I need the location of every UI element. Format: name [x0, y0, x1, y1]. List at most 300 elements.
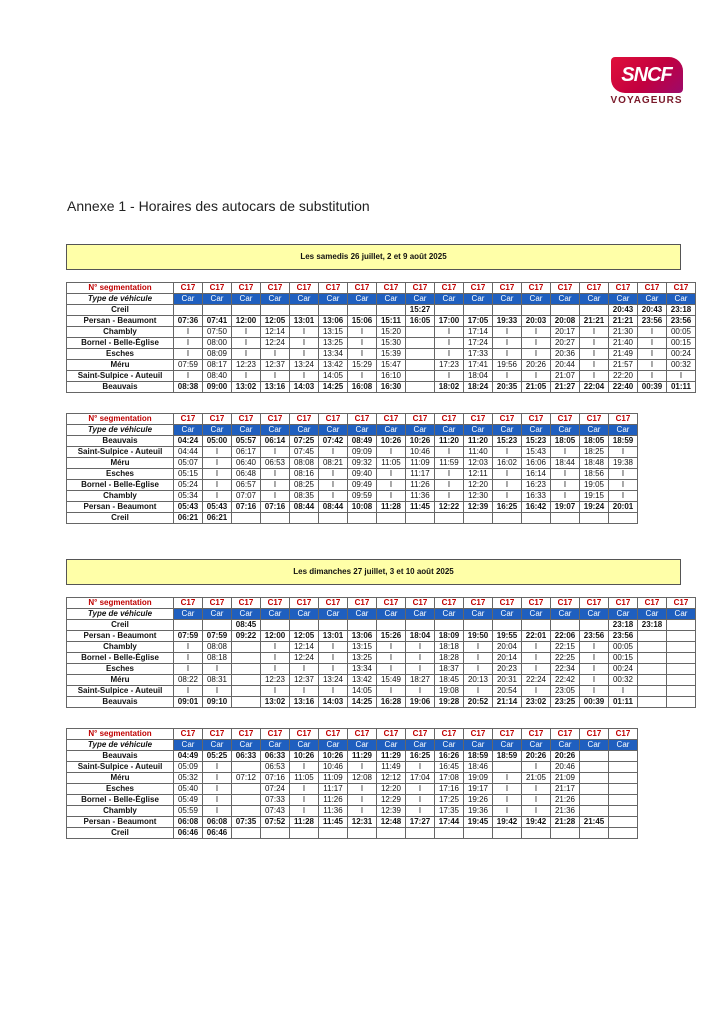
station-name: Esches — [67, 349, 174, 360]
time-cell: I — [580, 349, 609, 360]
time-cell: 01:11 — [667, 382, 696, 393]
time-cell: 16:28 — [377, 697, 406, 708]
vehicle-type-cell: Car — [232, 294, 261, 305]
time-cell: 15:27 — [406, 305, 435, 316]
time-cell: I — [290, 784, 319, 795]
time-cell: 21:57 — [609, 360, 638, 371]
time-cell — [203, 305, 232, 316]
time-cell: 11:40 — [464, 447, 493, 458]
vehicle-type-cell: Car — [348, 740, 377, 751]
time-cell: 21:17 — [551, 784, 580, 795]
time-cell: 17:44 — [435, 817, 464, 828]
time-cell: 09:00 — [203, 382, 232, 393]
time-cell — [580, 620, 609, 631]
time-cell: I — [435, 469, 464, 480]
vehicle-type-cell: Car — [319, 294, 348, 305]
time-cell — [638, 653, 667, 664]
time-cell: 20:43 — [609, 305, 638, 316]
time-cell: 18:04 — [406, 631, 435, 642]
time-cell: 21:05 — [522, 773, 551, 784]
time-cell: 07:50 — [203, 327, 232, 338]
station-name: Bornel - Belle-Église — [67, 480, 174, 491]
time-cell: 00:32 — [609, 675, 638, 686]
vehicle-type-cell: Car — [406, 294, 435, 305]
time-cell: 14:05 — [348, 686, 377, 697]
time-cell: I — [493, 469, 522, 480]
time-cell: I — [493, 784, 522, 795]
time-cell — [580, 784, 609, 795]
time-cell: I — [377, 642, 406, 653]
station-name: Méru — [67, 360, 174, 371]
station-name: Bornel - Belle-Église — [67, 795, 174, 806]
time-cell — [232, 513, 261, 524]
timetable-row — [67, 491, 638, 502]
timetable-row — [67, 502, 638, 513]
time-cell: 18:24 — [464, 382, 493, 393]
segmentation-label: N° segmentation — [67, 283, 174, 294]
time-cell: I — [290, 806, 319, 817]
time-cell: 18:45 — [435, 675, 464, 686]
time-cell: I — [522, 806, 551, 817]
segmentation-cell: C17 — [319, 729, 348, 740]
station-name: Esches — [67, 664, 174, 675]
segmentation-cell: C17 — [464, 414, 493, 425]
time-cell: 16:05 — [406, 316, 435, 327]
vehicle-type-cell: Car — [348, 294, 377, 305]
time-cell: 20:04 — [493, 642, 522, 653]
time-cell — [667, 664, 696, 675]
time-cell: I — [522, 327, 551, 338]
time-cell: I — [261, 642, 290, 653]
time-cell: 08:21 — [319, 458, 348, 469]
time-cell — [319, 828, 348, 839]
time-cell: I — [435, 327, 464, 338]
time-cell: 11:26 — [406, 480, 435, 491]
time-cell: 08:18 — [203, 653, 232, 664]
vehicle-type-cell: Car — [551, 609, 580, 620]
timetable-row — [67, 436, 638, 447]
time-cell: 15:39 — [377, 349, 406, 360]
time-cell: I — [232, 327, 261, 338]
time-cell: 15:43 — [522, 447, 551, 458]
timetable-row — [67, 751, 638, 762]
time-cell: 11:28 — [377, 502, 406, 513]
time-cell: I — [435, 447, 464, 458]
timetable-row — [67, 447, 638, 458]
time-cell: 15:23 — [522, 436, 551, 447]
time-cell — [435, 620, 464, 631]
time-cell: 23:18 — [667, 305, 696, 316]
time-cell: I — [348, 784, 377, 795]
time-cell: 21:21 — [609, 316, 638, 327]
time-cell: 08:40 — [203, 371, 232, 382]
station-name: Beauvais — [67, 436, 174, 447]
time-cell: 11:45 — [406, 502, 435, 513]
time-cell: 20:26 — [551, 751, 580, 762]
time-cell: I — [174, 664, 203, 675]
station-name: Méru — [67, 773, 174, 784]
time-cell: 00:05 — [609, 642, 638, 653]
time-cell: 20:26 — [522, 360, 551, 371]
segmentation-cell: C17 — [493, 598, 522, 609]
station-name: Beauvais — [67, 382, 174, 393]
page-title: Annexe 1 - Horaires des autocars de substitution — [67, 198, 370, 214]
time-cell: I — [580, 360, 609, 371]
time-cell: 23:02 — [522, 697, 551, 708]
timetable-row — [67, 360, 696, 371]
time-cell: 16:10 — [377, 371, 406, 382]
time-cell: I — [174, 371, 203, 382]
section-banner-sunday: Les dimanches 27 juillet, 3 et 10 août 2025 — [66, 559, 681, 585]
time-cell: 06:46 — [174, 828, 203, 839]
time-cell — [377, 305, 406, 316]
time-cell: I — [377, 480, 406, 491]
segmentation-cell: C17 — [638, 598, 667, 609]
time-cell — [319, 305, 348, 316]
time-cell: I — [261, 653, 290, 664]
segmentation-cell: C17 — [232, 598, 261, 609]
time-cell: 05:24 — [174, 480, 203, 491]
time-cell — [580, 806, 609, 817]
time-cell: 16:45 — [435, 762, 464, 773]
station-name: Saint-Sulpice - Auteuil — [67, 762, 174, 773]
time-cell: 14:03 — [290, 382, 319, 393]
station-name: Méru — [67, 458, 174, 469]
time-cell: 12:00 — [261, 631, 290, 642]
time-cell — [609, 795, 638, 806]
time-cell: I — [261, 480, 290, 491]
time-cell: I — [493, 338, 522, 349]
time-cell: 12:39 — [464, 502, 493, 513]
time-cell: I — [348, 795, 377, 806]
time-cell: 06:53 — [261, 458, 290, 469]
time-cell: 05:40 — [174, 784, 203, 795]
time-cell — [232, 653, 261, 664]
time-cell — [580, 751, 609, 762]
time-cell: 23:56 — [609, 631, 638, 642]
time-cell: I — [203, 469, 232, 480]
time-cell: I — [261, 349, 290, 360]
time-cell: I — [580, 675, 609, 686]
vehicle-type-cell: Car — [319, 609, 348, 620]
vehicle-type-row — [67, 609, 696, 620]
time-cell: 06:21 — [203, 513, 232, 524]
time-cell: I — [580, 686, 609, 697]
time-cell: 18:09 — [435, 631, 464, 642]
segmentation-cell: C17 — [667, 283, 696, 294]
time-cell: 06:17 — [232, 447, 261, 458]
time-cell: I — [406, 806, 435, 817]
time-cell: 21:28 — [551, 817, 580, 828]
vehicle-type-cell: Car — [290, 294, 319, 305]
time-cell: I — [203, 762, 232, 773]
time-cell: 17:08 — [435, 773, 464, 784]
time-cell — [435, 828, 464, 839]
vehicle-type-cell: Car — [435, 294, 464, 305]
time-cell: I — [203, 458, 232, 469]
timetable-row — [67, 653, 696, 664]
segmentation-cell: C17 — [319, 283, 348, 294]
vehicle-type-cell: Car — [174, 740, 203, 751]
timetable-row — [67, 675, 696, 686]
station-name: Saint-Sulpice - Auteuil — [67, 371, 174, 382]
time-cell: I — [522, 795, 551, 806]
time-cell: I — [290, 664, 319, 675]
vehicle-type-cell: Car — [290, 740, 319, 751]
time-cell — [406, 828, 435, 839]
time-cell: 07:45 — [290, 447, 319, 458]
time-cell: I — [638, 338, 667, 349]
time-cell: 20:23 — [493, 664, 522, 675]
time-cell: 08:49 — [348, 436, 377, 447]
time-cell — [551, 828, 580, 839]
time-cell — [551, 305, 580, 316]
vehicle-type-cell: Car — [464, 740, 493, 751]
time-cell — [667, 620, 696, 631]
time-cell: I — [261, 664, 290, 675]
time-cell: 18:05 — [551, 436, 580, 447]
vehicle-type-cell: Car — [174, 609, 203, 620]
time-cell: I — [261, 469, 290, 480]
time-cell: 10:26 — [319, 751, 348, 762]
segmentation-label: N° segmentation — [67, 414, 174, 425]
segmentation-cell: C17 — [522, 414, 551, 425]
segmentation-cell: C17 — [551, 729, 580, 740]
segmentation-cell: C17 — [377, 283, 406, 294]
vehicle-type-row — [67, 425, 638, 436]
time-cell: I — [464, 664, 493, 675]
time-cell — [493, 762, 522, 773]
time-cell: I — [203, 480, 232, 491]
time-cell: 06:08 — [203, 817, 232, 828]
time-cell: I — [174, 349, 203, 360]
time-cell — [609, 828, 638, 839]
time-cell: 12:14 — [261, 327, 290, 338]
vehicle-type-cell: Car — [174, 294, 203, 305]
time-cell: 00:39 — [638, 382, 667, 393]
time-cell: I — [435, 491, 464, 502]
time-cell: 10:46 — [406, 447, 435, 458]
time-cell — [406, 349, 435, 360]
time-cell — [464, 305, 493, 316]
time-cell: 22:06 — [551, 631, 580, 642]
vehicle-type-cell: Car — [290, 609, 319, 620]
time-cell: I — [348, 327, 377, 338]
station-name: Chambly — [67, 327, 174, 338]
time-cell: I — [580, 653, 609, 664]
vehicle-type-cell: Car — [203, 294, 232, 305]
time-cell: 12:03 — [464, 458, 493, 469]
time-cell: 16:08 — [348, 382, 377, 393]
time-cell: I — [319, 686, 348, 697]
time-cell — [406, 360, 435, 371]
time-cell: I — [290, 327, 319, 338]
time-cell: 18:05 — [580, 436, 609, 447]
time-cell — [232, 642, 261, 653]
time-cell: 21:26 — [551, 795, 580, 806]
vehicle-type-cell: Car — [203, 425, 232, 436]
segmentation-cell: C17 — [580, 283, 609, 294]
time-cell: 09:59 — [348, 491, 377, 502]
time-cell: I — [232, 371, 261, 382]
time-cell: 22:34 — [551, 664, 580, 675]
time-cell: 18:56 — [580, 469, 609, 480]
time-cell: 05:32 — [174, 773, 203, 784]
time-cell: I — [464, 686, 493, 697]
time-cell: I — [290, 349, 319, 360]
time-cell: 11:17 — [319, 784, 348, 795]
vehicle-type-cell: Car — [232, 425, 261, 436]
time-cell — [406, 513, 435, 524]
time-cell: 15:06 — [348, 316, 377, 327]
vehicle-type-cell: Car — [522, 294, 551, 305]
time-cell — [232, 697, 261, 708]
time-cell — [435, 305, 464, 316]
vehicle-type-cell: Car — [464, 609, 493, 620]
time-cell: 08:22 — [174, 675, 203, 686]
time-cell: 23:18 — [638, 620, 667, 631]
time-cell: I — [261, 447, 290, 458]
time-cell: 14:25 — [348, 697, 377, 708]
time-cell — [609, 513, 638, 524]
time-cell: I — [290, 795, 319, 806]
vehicle-type-cell: Car — [667, 609, 696, 620]
time-cell: 12:22 — [435, 502, 464, 513]
segmentation-cell: C17 — [609, 598, 638, 609]
time-cell: 13:15 — [348, 642, 377, 653]
time-cell: 13:16 — [290, 697, 319, 708]
time-cell: 16:42 — [522, 502, 551, 513]
time-cell: 22:40 — [609, 382, 638, 393]
time-cell: 08:08 — [203, 642, 232, 653]
segmentation-cell: C17 — [377, 414, 406, 425]
time-cell: I — [609, 447, 638, 458]
time-cell: I — [232, 349, 261, 360]
timetable-row — [67, 349, 696, 360]
time-cell: I — [348, 349, 377, 360]
logo-subtitle: VOYAGEURS — [610, 95, 683, 106]
time-cell: 09:32 — [348, 458, 377, 469]
segmentation-cell: C17 — [261, 283, 290, 294]
vehicle-type-cell: Car — [522, 609, 551, 620]
vehicle-type-label: Type de véhicule — [67, 294, 174, 305]
time-cell: 07:52 — [261, 817, 290, 828]
time-cell: I — [406, 795, 435, 806]
vehicle-type-cell: Car — [638, 294, 667, 305]
time-cell: 11:28 — [290, 817, 319, 828]
vehicle-type-cell: Car — [522, 740, 551, 751]
time-cell: I — [493, 795, 522, 806]
timetable-row — [67, 338, 696, 349]
time-cell — [609, 762, 638, 773]
timetable-row — [67, 828, 638, 839]
time-cell: I — [203, 686, 232, 697]
timetable-row — [67, 620, 696, 631]
vehicle-type-cell: Car — [522, 425, 551, 436]
time-cell — [667, 675, 696, 686]
station-name: Bornel - Belle-Église — [67, 653, 174, 664]
time-cell: I — [522, 371, 551, 382]
time-cell: 19:06 — [406, 697, 435, 708]
time-cell: 22:25 — [551, 653, 580, 664]
time-cell: 12:11 — [464, 469, 493, 480]
time-cell: 13:42 — [319, 360, 348, 371]
time-cell: 20:52 — [464, 697, 493, 708]
segmentation-cell: C17 — [348, 598, 377, 609]
time-cell: 20:17 — [551, 327, 580, 338]
time-cell: 15:26 — [377, 631, 406, 642]
time-cell: 17:41 — [464, 360, 493, 371]
time-cell: 07:16 — [261, 502, 290, 513]
time-cell: 21:27 — [551, 382, 580, 393]
time-cell: I — [290, 338, 319, 349]
segmentation-cell: C17 — [522, 729, 551, 740]
time-cell — [464, 828, 493, 839]
segmentation-cell: C17 — [435, 414, 464, 425]
time-cell — [522, 620, 551, 631]
time-cell: I — [609, 480, 638, 491]
vehicle-type-cell: Car — [348, 425, 377, 436]
time-cell: 20:54 — [493, 686, 522, 697]
time-cell: 08:09 — [203, 349, 232, 360]
time-cell: 07:25 — [290, 436, 319, 447]
time-cell: 12:20 — [377, 784, 406, 795]
time-cell: I — [203, 784, 232, 795]
time-cell: 21:49 — [609, 349, 638, 360]
time-cell: 08:45 — [232, 620, 261, 631]
time-cell: I — [493, 773, 522, 784]
time-cell: 09:09 — [348, 447, 377, 458]
time-cell — [319, 620, 348, 631]
segmentation-cell: C17 — [522, 283, 551, 294]
time-cell — [580, 762, 609, 773]
time-cell: 20:44 — [551, 360, 580, 371]
time-cell: 00:24 — [667, 349, 696, 360]
time-cell: 13:42 — [348, 675, 377, 686]
time-cell: 23:18 — [609, 620, 638, 631]
time-cell: 05:00 — [203, 436, 232, 447]
time-cell: I — [551, 447, 580, 458]
time-cell: I — [609, 686, 638, 697]
segmentation-cell: C17 — [261, 414, 290, 425]
time-cell: 09:01 — [174, 697, 203, 708]
time-cell — [638, 631, 667, 642]
time-cell: 06:48 — [232, 469, 261, 480]
time-cell: I — [435, 371, 464, 382]
vehicle-type-row — [67, 740, 638, 751]
time-cell: 19:38 — [609, 458, 638, 469]
time-cell: 01:11 — [609, 697, 638, 708]
time-cell: 07:36 — [174, 316, 203, 327]
time-cell: 13:02 — [261, 697, 290, 708]
time-cell: I — [522, 653, 551, 664]
time-cell: 07:42 — [319, 436, 348, 447]
vehicle-type-cell: Car — [638, 609, 667, 620]
station-name: Saint-Sulpice - Auteuil — [67, 447, 174, 458]
time-cell: 04:24 — [174, 436, 203, 447]
segmentation-cell: C17 — [174, 414, 203, 425]
time-cell — [261, 620, 290, 631]
time-cell: 15:29 — [348, 360, 377, 371]
time-cell — [406, 371, 435, 382]
timetable-sunday-outbound — [66, 597, 696, 708]
time-cell: I — [609, 469, 638, 480]
time-cell: I — [203, 773, 232, 784]
time-cell: 07:16 — [232, 502, 261, 513]
time-cell: I — [464, 642, 493, 653]
time-cell: I — [203, 447, 232, 458]
time-cell: 12:05 — [290, 631, 319, 642]
